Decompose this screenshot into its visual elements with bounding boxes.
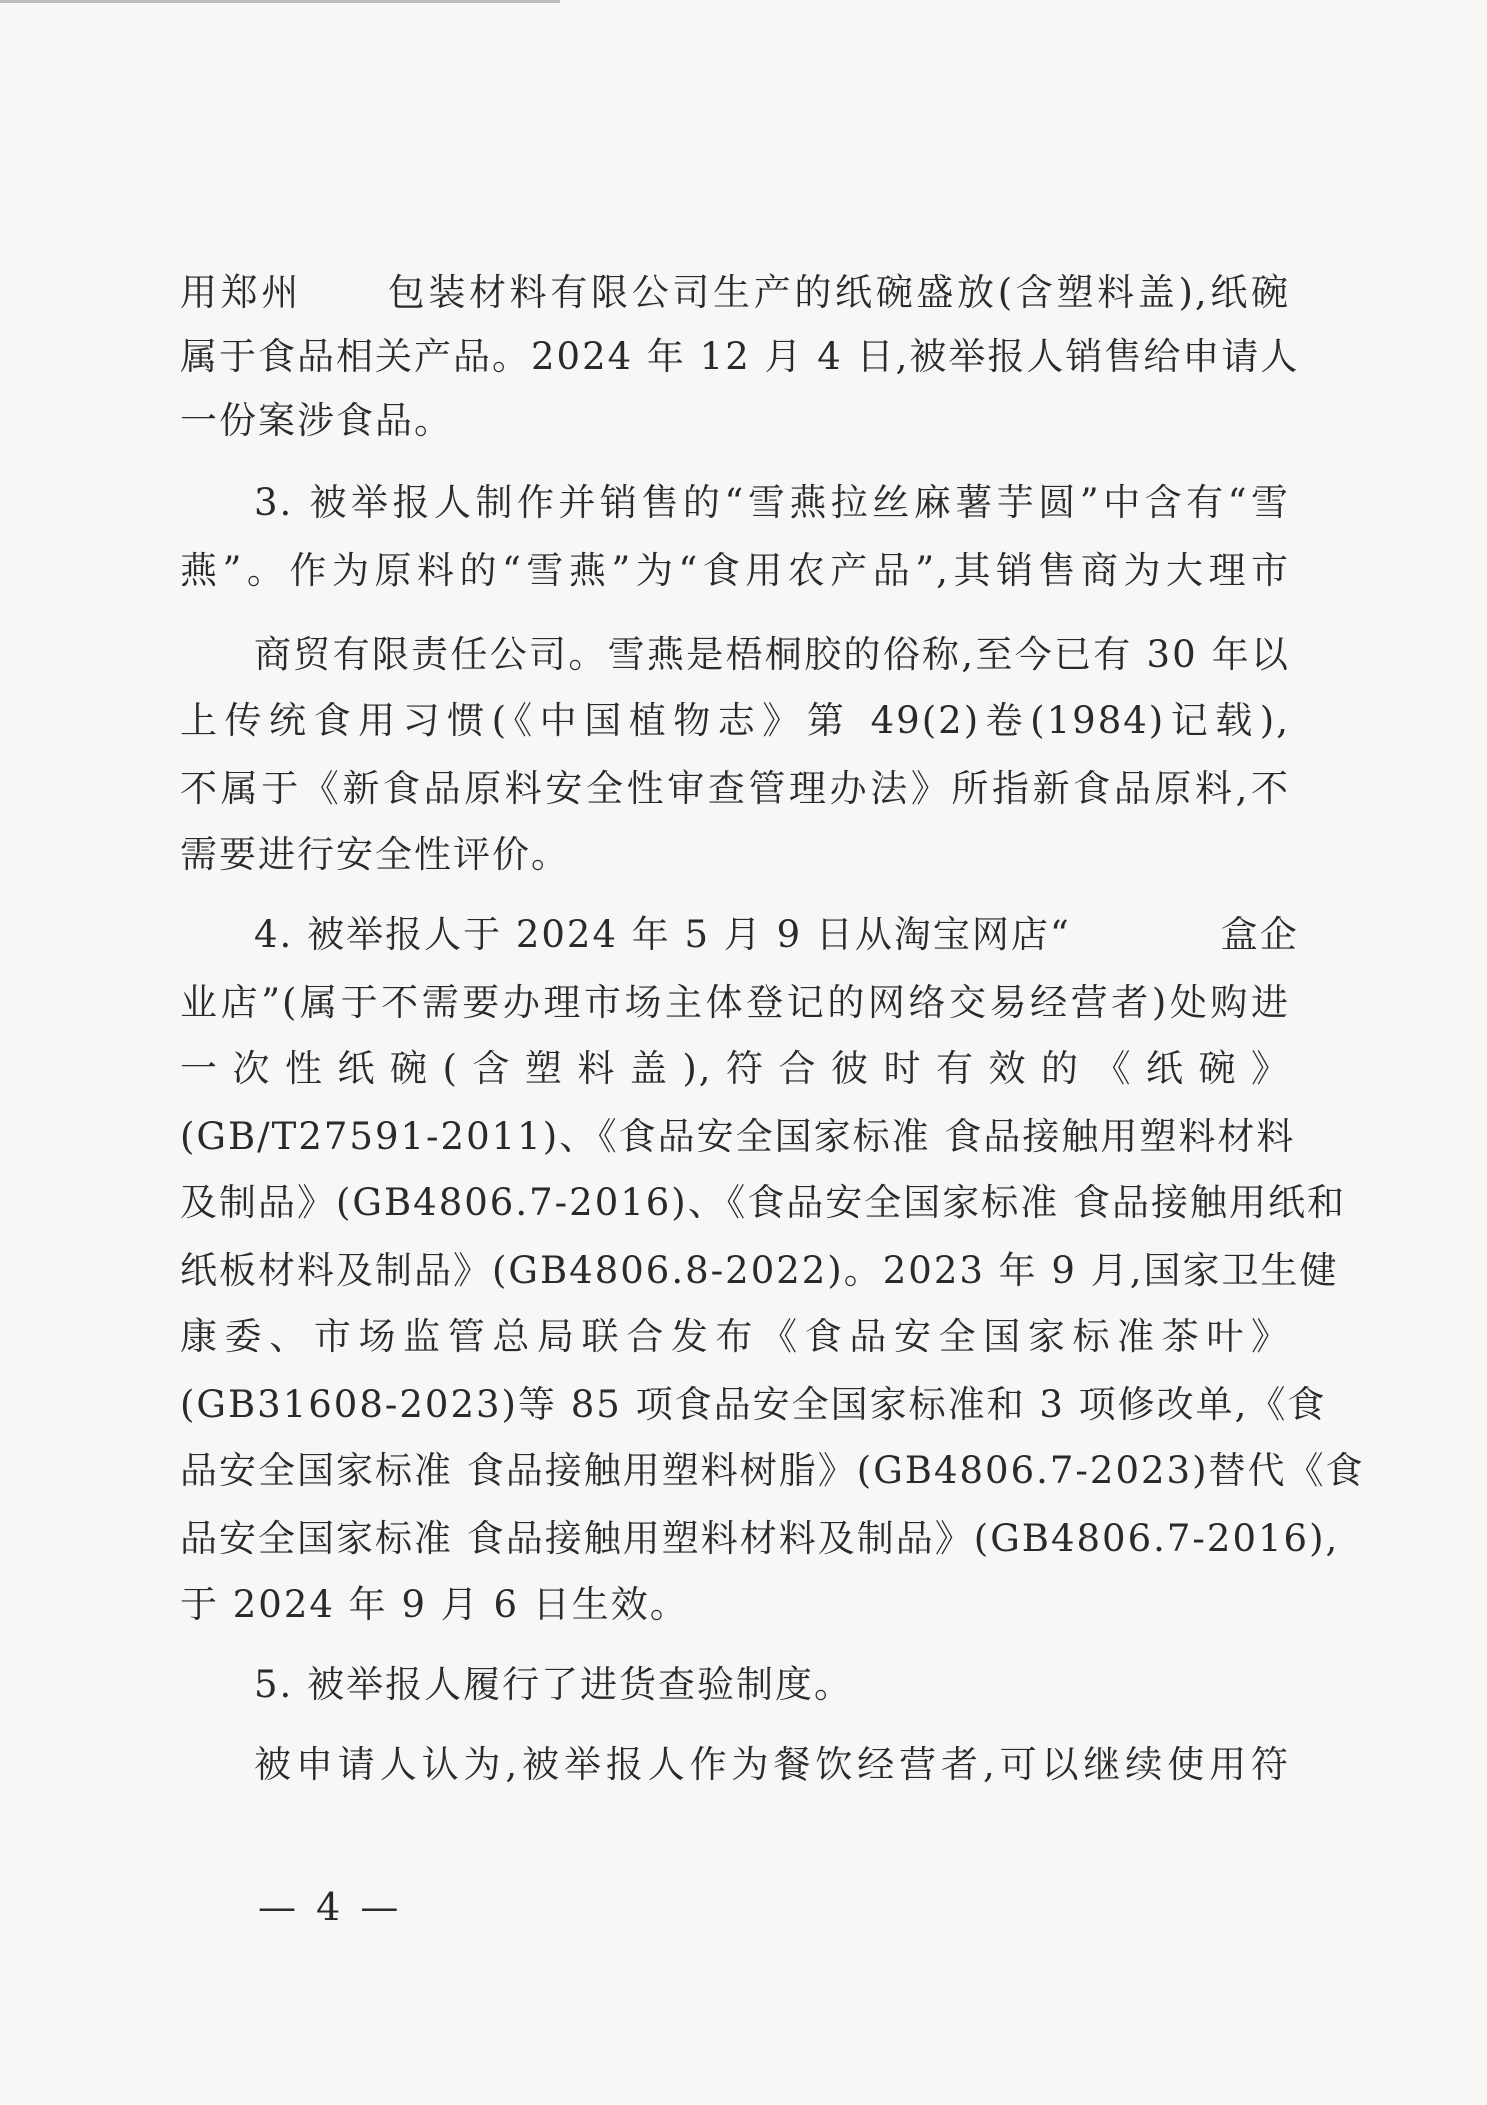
paragraph-4-line: 康委、市场监管总局联合发布《食品安全国家标准茶叶》 [180, 1315, 1290, 1358]
text-fragment: 4. 被举报人于 2024 年 5 月 9 日从淘宝网店“ [254, 913, 1071, 956]
text-fragment: 包装材料有限公司生产的纸碗盛放(含塑料盖),纸碗 [386, 271, 1291, 314]
paragraph-4-line: 品安全国家标准 食品接触用塑料树脂》(GB4806.7-2023)替代《食 [180, 1449, 1365, 1492]
paragraph-4-line [254, 910, 1299, 960]
paragraph-3-line: 3. 被举报人制作并销售的“雪燕拉丝麻薯芋圆”中含有“雪 [254, 481, 1290, 524]
paragraph-4-line: 于 2024 年 9 月 6 日生效。 [180, 1583, 689, 1626]
paragraph-5-line: 5. 被举报人履行了进货查验制度。 [254, 1663, 854, 1706]
page-number: — 4 — [258, 1885, 403, 1929]
paragraph-4-line: (GB31608-2023)等 85 项食品安全国家标准和 3 项修改单,《食 [180, 1383, 1327, 1426]
top-edge-rule [0, 0, 560, 3]
paragraph-4-line: 及制品》(GB4806.7-2016)、《食品安全国家标准 食品接触用纸和 [180, 1181, 1347, 1224]
text-fragment: 盒企 [1220, 913, 1299, 956]
paragraph-4-line: 纸板材料及制品》(GB4806.8-2022)。2023 年 9 月,国家卫生健 [180, 1249, 1339, 1292]
paragraph-3-line: 上传统食用习惯(《中国植物志》第 49(2)卷(1984)记载), [180, 699, 1290, 742]
paragraph-continued-line: 一份案涉食品。 [180, 399, 453, 442]
text-fragment: 用郑州 [180, 271, 303, 314]
paragraph-3-line: 商贸有限责任公司。雪燕是梧桐胶的俗称,至今已有 30 年以 [254, 633, 1290, 676]
paragraph-3-line: 不属于《新食品原料安全性审查管理办法》所指新食品原料,不 [180, 767, 1290, 810]
paragraph-4-line: 品安全国家标准 食品接触用塑料材料及制品》(GB4806.7-2016), [180, 1517, 1340, 1560]
paragraph-continued-line: 属于食品相关产品。2024 年 12 月 4 日,被举报人销售给申请人 [180, 335, 1300, 378]
paragraph-4-line: 业店”(属于不需要办理市场主体登记的网络交易经营者)处购进 [180, 981, 1290, 1024]
paragraph-6-line: 被申请人认为,被举报人作为餐饮经营者,可以继续使用符 [254, 1743, 1290, 1786]
paragraph-4-line: 一次性纸碗(含塑料盖),符合彼时有效的《纸碗》 [180, 1047, 1290, 1090]
paragraph-continued-line [180, 268, 1290, 318]
paragraph-4-line: (GB/T27591-2011)、《食品安全国家标准 食品接触用塑料材料 [180, 1115, 1296, 1158]
paragraph-3-line: 需要进行安全性评价。 [180, 833, 570, 876]
paragraph-3-line: 燕”。作为原料的“雪燕”为“食用农产品”,其销售商为大理市 [180, 549, 1290, 592]
